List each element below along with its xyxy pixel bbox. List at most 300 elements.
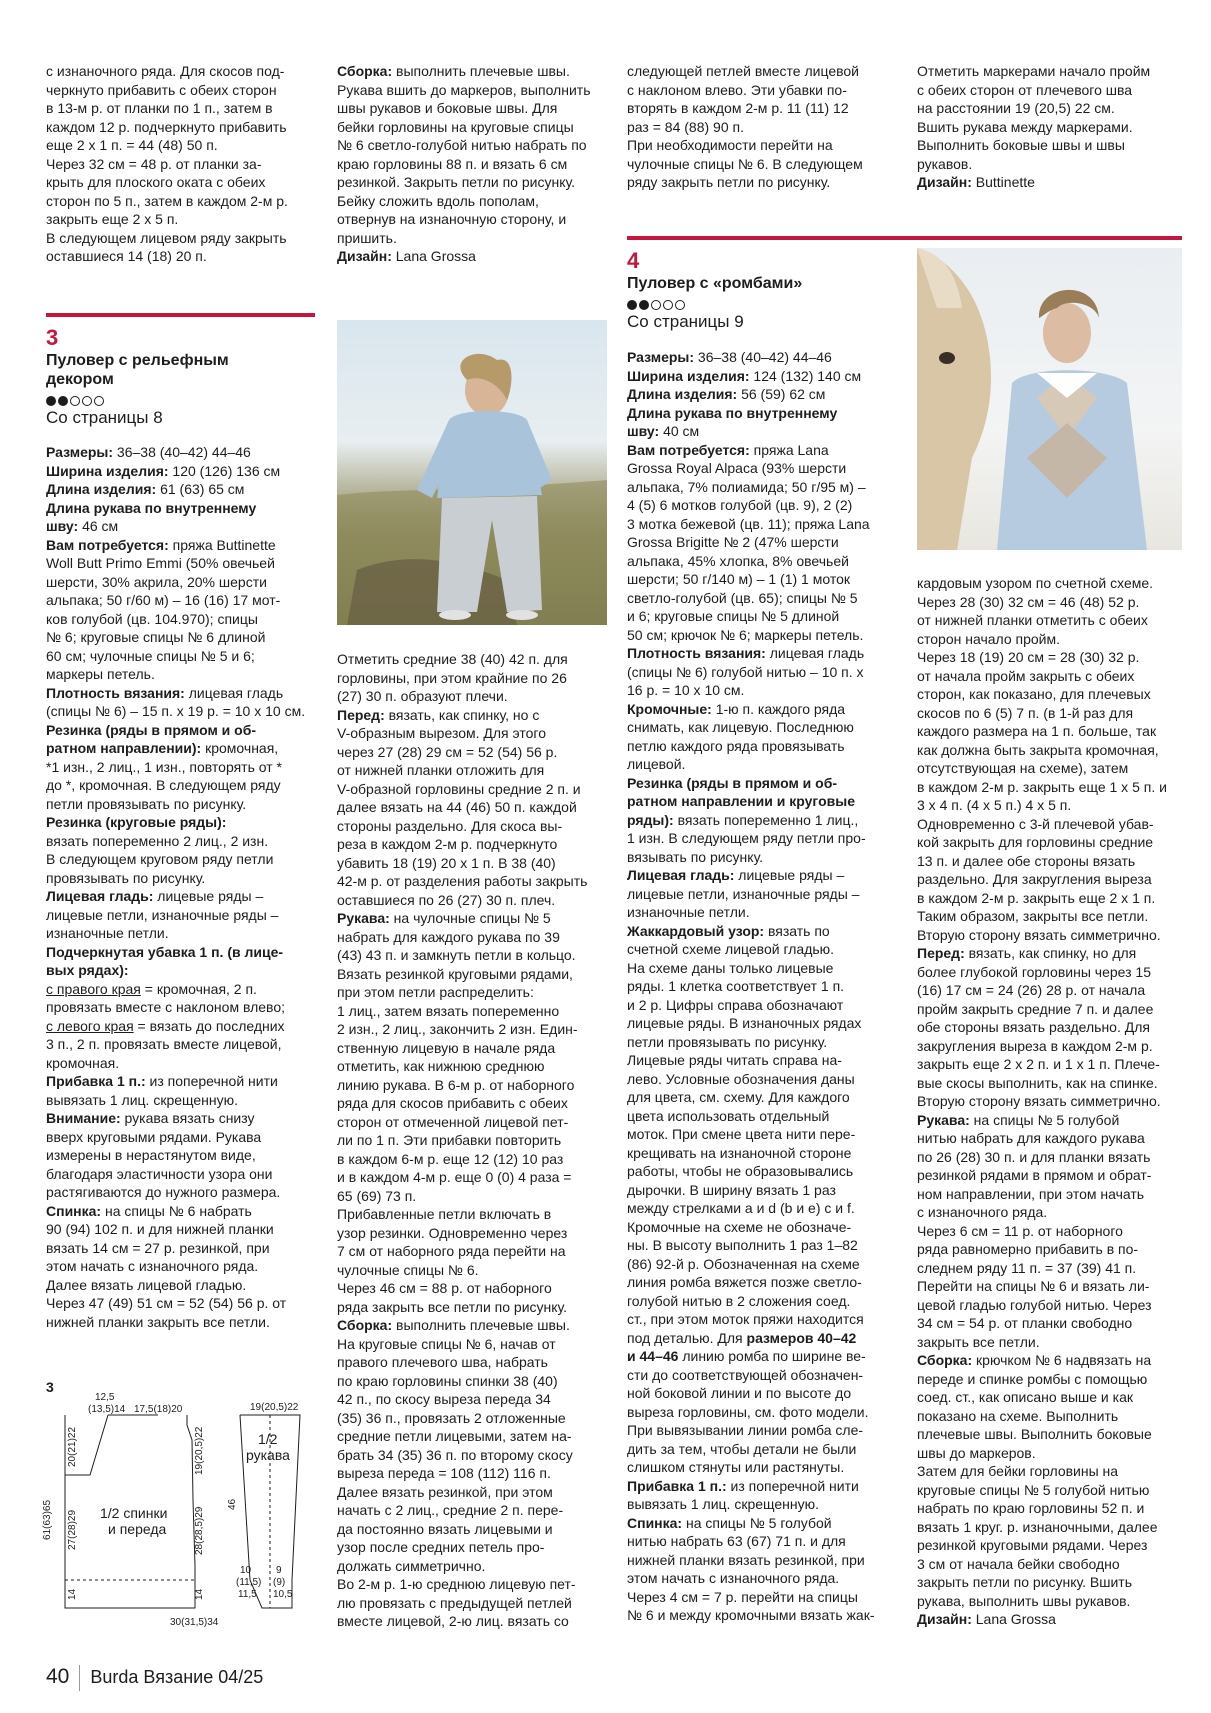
text-line: резинкой рядами в прямом и обрат- bbox=[917, 1167, 1152, 1183]
text-line: вязать попеременно 2 лиц., 2 изн. bbox=[46, 832, 269, 849]
text-line: Кромочные на схеме не обозначе- bbox=[627, 1218, 852, 1235]
diagram-number: 3 bbox=[46, 1379, 54, 1395]
text-line: слишком стянуты или растянуты. bbox=[627, 1459, 845, 1475]
text-line: Длина рукава по внутреннему bbox=[627, 404, 838, 421]
text-line: горловины, при этом крайние по 26 bbox=[337, 669, 567, 686]
text-line: как должна быть закрыта кромочная, bbox=[917, 741, 1159, 758]
assembly-label: Сборка: bbox=[337, 63, 393, 79]
text-line: Дизайн: Lana Grossa bbox=[917, 1611, 1056, 1627]
text-line: При необходимости перейти на bbox=[627, 137, 833, 153]
text-line: от нижней планки отложить для bbox=[337, 762, 545, 778]
text-line: до *, кромочная. В следующем ряду bbox=[46, 777, 281, 793]
text-line: вывязать 1 лиц. скрещенную. bbox=[46, 1091, 239, 1108]
text-line: средние петли лицевыми, затем на- bbox=[337, 1428, 572, 1444]
text-line: изнаночные петли. bbox=[627, 904, 750, 920]
text-line: Рукава: на чулочные спицы № 5 bbox=[337, 910, 551, 926]
text-line: чулочные спицы № 6. bbox=[337, 1261, 479, 1278]
text-line: пройм закрыть средние 7 п. и далее bbox=[917, 1000, 1154, 1017]
svg-text:19(20,5)22: 19(20,5)22 bbox=[194, 1426, 205, 1475]
text-line: Перед: вязать, как спинку, но с bbox=[337, 706, 540, 723]
text-line: выреза переда = 108 (112) 116 п. bbox=[337, 1465, 551, 1481]
text-line: Во 2-м р. 1-ю среднюю лицевую пет- bbox=[337, 1576, 576, 1592]
text-line: рукава, выполнить швы рукавов. bbox=[917, 1592, 1131, 1609]
text-line: цевой гладью голубой нитью. Через bbox=[917, 1296, 1152, 1313]
model-photo-pullover-relief bbox=[337, 320, 607, 625]
text-line: швы до маркеров. bbox=[917, 1444, 1036, 1461]
text-line: на расстоянии 19 (20,5) 22 см. bbox=[917, 100, 1115, 116]
text-line: кой закрыть для горловины средние bbox=[917, 834, 1154, 850]
section3-col1-text bbox=[46, 443, 311, 1331]
text-line: между стрелками a и d (b и e) с и f. bbox=[627, 1200, 855, 1216]
text-line: Отметить маркерами начало пройм bbox=[917, 63, 1151, 79]
text-line: от нижней планки отметить с обеих bbox=[917, 612, 1148, 628]
text-line: ряды. 1 клетка соответствует 1 п. bbox=[627, 978, 845, 994]
svg-text:27(28)29: 27(28)29 bbox=[67, 1509, 78, 1550]
text-line: брать 34 (35) 36 п. по второму скосу bbox=[337, 1446, 573, 1463]
text-line: швы рукавов и боковые швы. Для bbox=[337, 100, 558, 116]
text-line: раздельно. Для закругления выреза bbox=[917, 871, 1152, 887]
text-line: Лицевые ряды читать справа на- bbox=[627, 1052, 842, 1068]
text-line: этом начать с изнаночного ряда. bbox=[627, 1570, 840, 1586]
text-line: Размеры: 36–38 (40–42) 44–46 bbox=[46, 444, 251, 460]
text-line: ли по 1 п. Эти прибавки повторить bbox=[337, 1132, 562, 1148]
text-line: с изнаночного ряда. Для скосов под- bbox=[46, 63, 285, 79]
text-line: работы, чтобы не образовывались bbox=[627, 1163, 854, 1179]
text-line: с левого края = вязать до последних bbox=[46, 1017, 285, 1034]
text-line: вторять в каждом 2-м р. 11 (11) 12 bbox=[627, 100, 849, 116]
text-line: раз = 84 (88) 90 п. bbox=[627, 118, 744, 135]
text-line: по краю горловины спинки 38 (40) bbox=[337, 1372, 558, 1389]
difficulty-rating bbox=[46, 392, 311, 406]
text-line: чулочные спицы № 6. В следующем bbox=[627, 155, 863, 172]
text-line: V-образной горловины средние 2 п. и bbox=[337, 780, 581, 797]
text-line: № 6 и между кромочными вязать жак- bbox=[627, 1607, 875, 1623]
text-line: Прибавка 1 п.: из поперечной нити bbox=[627, 1477, 859, 1494]
text-line: с изнаночного ряда. bbox=[917, 1204, 1048, 1220]
text-line: (спицы № 6) голубой нитью – 10 п. х bbox=[627, 663, 864, 680]
difficulty-rating-4 bbox=[627, 296, 892, 310]
text-line: сторон от отмеченной лицевой пет- bbox=[337, 1113, 569, 1130]
text-line: бейки горловины на круговые спицы bbox=[337, 118, 574, 135]
text-line: измерены в нерастянутом виде, bbox=[46, 1147, 256, 1163]
text-line: Далее вязать резинкой, при этом bbox=[337, 1483, 553, 1500]
text-line: по 26 (28) 30 п. и для планки вязать bbox=[917, 1148, 1151, 1165]
text-line: Ширина изделия: 120 (126) 136 см bbox=[46, 462, 281, 479]
pattern-diagram bbox=[40, 1370, 330, 1630]
section4-from-page: Со страницы 9 bbox=[627, 312, 744, 331]
svg-text:19(20,5)22: 19(20,5)22 bbox=[250, 1402, 299, 1413]
text-line: закругления выреза в каждом 2-м р. bbox=[917, 1037, 1153, 1054]
text-line: реза в каждом 2-м р. подчеркнуто bbox=[337, 836, 558, 852]
text-line: линия ромба вяжется позже светло- bbox=[627, 1274, 862, 1290]
text-line: снимать, как лицевую. Последнюю bbox=[627, 719, 854, 735]
magazine-name: Burda Вязание bbox=[90, 1666, 214, 1687]
text-line: набрать по краю горловины 52 п. и bbox=[917, 1500, 1145, 1516]
text-line: от начала пройм закрыть с обеих bbox=[917, 667, 1135, 684]
text-line: нитью набрать 63 (67) 71 п. и для bbox=[627, 1533, 846, 1549]
svg-text:(13,5)14: (13,5)14 bbox=[88, 1404, 126, 1415]
text-line: кромочная. bbox=[46, 1054, 120, 1071]
text-line: при этом петли распределить: bbox=[337, 984, 534, 1000]
text-line: оставшиеся 14 (18) 20 п. bbox=[46, 248, 207, 264]
text-line: сторон по 5 п., затем в каждом 2-м р. bbox=[46, 192, 288, 209]
text-line: Через 47 (49) 51 см = 52 (54) 56 р. от bbox=[46, 1295, 287, 1311]
text-line: лицевые петли, изнаночные ряды – bbox=[627, 885, 860, 902]
text-line: светло-голубой (цв. 65); спицы № 5 bbox=[627, 589, 858, 606]
svg-text:14: 14 bbox=[67, 1588, 78, 1600]
section3-col2-text bbox=[337, 650, 607, 1631]
text-line: Плотность вязания: лицевая гладь bbox=[627, 645, 865, 661]
text-line: линию рукава. В 6-м р. от наборного bbox=[337, 1076, 575, 1093]
text-line: цвета использовать отдельный bbox=[627, 1107, 830, 1124]
svg-text:рукава: рукава bbox=[246, 1447, 290, 1463]
text-line: Жаккардовый узор: вязать по bbox=[627, 922, 830, 939]
text-line: При вывязывании линии ромба сле- bbox=[627, 1422, 864, 1438]
text-line: узор резинки. Одновременно через bbox=[337, 1224, 568, 1241]
text-line: закрыть еще 2 х 2 п. и 1 х 1 п. Плече- bbox=[917, 1056, 1160, 1072]
text-line: Длина рукава по внутреннему bbox=[46, 499, 257, 516]
text-line: 1 изн. В следующем ряду петли про- bbox=[627, 830, 866, 846]
text-line: моток. При смене цвета нити пере- bbox=[627, 1126, 856, 1142]
text-line: резинкой круговыми рядами. Через bbox=[917, 1537, 1148, 1553]
text-line: 16 р. = 10 х 10 см. bbox=[627, 682, 745, 698]
text-line: следующей петлей вместе лицевой bbox=[627, 63, 859, 79]
text-line: № 6; круговые спицы № 6 длиной bbox=[46, 629, 266, 645]
text-line: 60 см; чулочные спицы № 5 и 6; bbox=[46, 647, 255, 664]
text-line: шву: 46 см bbox=[46, 518, 119, 534]
section4-title: Пуловер с «ромбами» bbox=[627, 275, 803, 292]
text-line: Лицевая гладь: лицевые ряды – bbox=[46, 888, 264, 904]
text-line: да постоянно вязать лицевыми и bbox=[337, 1520, 553, 1537]
text-line: Вам потребуется: пряжа Lana bbox=[627, 441, 829, 458]
section4-rule bbox=[627, 236, 1182, 240]
section4-header bbox=[627, 248, 892, 333]
text-line: Вторую сторону вязать симметрично. bbox=[917, 926, 1161, 943]
text-line: Рукава: на спицы № 5 голубой bbox=[917, 1111, 1120, 1128]
text-line: Вторую сторону вязать симметрично. bbox=[917, 1093, 1161, 1109]
text-line: голубой нитью в 2 сложения соед. bbox=[627, 1292, 851, 1309]
text-line: Ширина изделия: 124 (132) 140 см bbox=[627, 367, 862, 384]
text-line: в каждом 2-м р. закрыть еще 1 х 5 п. и bbox=[917, 778, 1167, 795]
text-line: 2 изн., 2 лиц., закончить 2 изн. Един- bbox=[337, 1021, 578, 1037]
text-line: через 27 (28) 29 см = 52 (54) 56 р. bbox=[337, 743, 558, 760]
text-line: круговые спицы № 5 голубой нитью bbox=[917, 1481, 1150, 1498]
text-line: краю горловины 88 п. и вязать 6 см bbox=[337, 155, 568, 172]
page-footer bbox=[46, 1665, 263, 1691]
text-line: Внимание: рукава вязать снизу bbox=[46, 1110, 255, 1126]
text-line: лицевые петли, изнаночные ряды – bbox=[46, 906, 279, 923]
text-line: закрыть петли по рисунку. Вшить bbox=[917, 1574, 1133, 1590]
text-line: Размеры: 36–38 (40–42) 44–46 bbox=[627, 349, 832, 365]
section3-number: 3 bbox=[46, 325, 59, 350]
text-line: рукавов. bbox=[917, 155, 973, 172]
text-line: под деталью. Для размеров 40–42 bbox=[627, 1329, 857, 1346]
text-line: 42 п., по скосу выреза переда 34 bbox=[337, 1391, 551, 1407]
svg-text:30(31,5)34: 30(31,5)34 bbox=[170, 1617, 219, 1628]
text-line: ном направлении, при этом начать bbox=[917, 1185, 1145, 1202]
text-line: сти до соответствующей обозначен- bbox=[627, 1366, 864, 1383]
text-line: черкнуто прибавить с обеих сторон bbox=[46, 81, 277, 98]
text-line: Длина изделия: 61 (63) 65 см bbox=[46, 481, 245, 497]
text-line: 34 см = 54 р. от планки свободно bbox=[917, 1315, 1133, 1331]
text-line: отвернув на изнаночную сторону, и bbox=[337, 211, 567, 227]
text-line: резинкой. Закрыть петли по рисунку. bbox=[337, 174, 575, 190]
text-line: 13 п. и далее обе стороны вязать bbox=[917, 852, 1136, 869]
text-line: В следующем лицевом ряду закрыть bbox=[46, 229, 287, 246]
text-line: альпака, 45% хлопка, 8% овечьей bbox=[627, 552, 849, 569]
svg-text:(9): (9) bbox=[273, 1577, 286, 1588]
text-line: Через 6 см = 11 р. от наборного bbox=[917, 1222, 1123, 1239]
text-line: Резинка (ряды в прямом и об- bbox=[46, 721, 257, 738]
svg-text:17,5(18)20: 17,5(18)20 bbox=[134, 1404, 183, 1415]
text-line: (86) 92-й р. Обозначенная на схеме bbox=[627, 1255, 860, 1272]
text-line: и в каждом 4-м р. еще 0 (0) 4 раза = bbox=[337, 1169, 572, 1185]
text-line: 3 х 4 п. (4 х 5 п.) 4 х 5 п. bbox=[917, 797, 1072, 813]
text-line: На круговые спицы № 6, начав от bbox=[337, 1335, 556, 1352]
text-line: петли провязывать по рисунку. bbox=[627, 1033, 828, 1050]
text-line: петли провязывать по рисунку. bbox=[46, 795, 247, 812]
text-line: выреза горловины, см. фото модели. bbox=[627, 1403, 869, 1420]
col4-continuation: Отметить маркерами начало пройм с обеих сторон от плечевого шва на расстоянии 19 (20,5) 22 см. Вшить рукава между маркерами. Выполнить боковые швы и швы рукавов. Дизайн: Buttinette bbox=[917, 62, 1182, 192]
text-line: нижней планки вязать резинкой, при bbox=[627, 1551, 865, 1568]
page-number: 40 bbox=[46, 1664, 70, 1688]
text-line: ственную лицевую в начале ряда bbox=[337, 1039, 556, 1056]
text-line: Спинка: на спицы № 5 голубой bbox=[627, 1514, 832, 1531]
text-line: провязать вместе с наклоном влево; bbox=[46, 999, 285, 1015]
text-line: 3 см от начала бейки свободно bbox=[917, 1555, 1120, 1572]
text-line: Через 32 см = 48 р. от планки за- bbox=[46, 155, 262, 172]
text-line: Woll Butt Primo Emmi (50% овечьей bbox=[46, 555, 275, 571]
text-line: скосов по 6 (5) 7 п. (в 1-й раз для bbox=[917, 704, 1134, 721]
text-line: В следующем круговом ряду петли bbox=[46, 851, 274, 867]
text-line: альпака; 50 г/60 м) – 16 (16) 17 мот- bbox=[46, 592, 281, 608]
text-line: и 6; круговые спицы № 5 длиной bbox=[627, 608, 840, 624]
text-line: в каждом 6-м р. еще 12 (12) 10 раз bbox=[337, 1150, 564, 1167]
text-line: Кромочные: 1-ю п. каждого ряда bbox=[627, 700, 846, 717]
text-line: Вязать резинкой круговыми рядами, bbox=[337, 965, 573, 982]
text-line: Спинка: на спицы № 6 набрать bbox=[46, 1202, 252, 1219]
text-line: На схеме даны только лицевые bbox=[627, 959, 834, 976]
text-line: № 6 светло-голубой нитью набрать по bbox=[337, 137, 587, 153]
text-line: для цвета, см. схему. Для каждого bbox=[627, 1089, 850, 1105]
text-line: альпака, 7% полиамида; 50 г/95 м) – bbox=[627, 478, 866, 495]
text-line: 90 (94) 102 п. и для нижней планки bbox=[46, 1221, 274, 1237]
text-line: Через 46 см = 88 р. от наборного bbox=[337, 1280, 552, 1296]
col2-continuation: Сборка: выполнить плечевые швы. Рукава вшить до маркеров, выполнить швы рукавов и боковые швы. Для бейки горловины на круговые спицы № 6 светло-голубой нитью набрать по краю горловины 88 п. и вязать 6 см резинкой. Закрыть петли по рисунку. Бейку сложить вдоль пополам, отвернув на изнаночную сторону, и пришить. Дизайн: Lana Grossa bbox=[337, 62, 607, 266]
text-line: 1 лиц., затем вязать попеременно bbox=[337, 1002, 560, 1019]
text-line: крещивать на изнаночной стороне bbox=[627, 1144, 852, 1161]
text-line: этом начать с изнаночного ряда. bbox=[46, 1258, 259, 1274]
text-line: начать с 2 лиц., средние 2 п. пере- bbox=[337, 1502, 564, 1518]
text-line: закрыть все петли. bbox=[917, 1333, 1040, 1350]
text-line: сторон начало пройм. bbox=[917, 630, 1061, 647]
text-line: крыть для плоского оката с обеих bbox=[46, 174, 266, 190]
svg-text:20(21)22: 20(21)22 bbox=[67, 1426, 78, 1467]
diagram-sleeve-label: 1/2 bbox=[258, 1431, 278, 1447]
text-line: сторон, как показано, для плечевых bbox=[917, 686, 1151, 702]
text-line: Далее вязать лицевой гладью. bbox=[46, 1276, 247, 1293]
text-line: пришить. bbox=[337, 229, 397, 246]
text-line: (27) 30 п. образуют плечи. bbox=[337, 688, 508, 704]
text-line: переде и спинке ромбы с помощью bbox=[917, 1370, 1148, 1387]
text-line: вверх круговыми рядами. Рукава bbox=[46, 1128, 262, 1145]
svg-text:46: 46 bbox=[227, 1498, 238, 1510]
text-line: ряды): вязать попеременно 1 лиц., bbox=[627, 811, 859, 828]
text-line: *1 изн., 2 лиц., 1 изн., повторять от * bbox=[46, 758, 283, 775]
text-line: Резинка (ряды в прямом и об- bbox=[627, 774, 838, 791]
section4-col4-text bbox=[917, 574, 1182, 1629]
text-line: Таким образом, закрыты все петли. bbox=[917, 908, 1149, 924]
text-line: набрать для каждого рукава по 39 bbox=[337, 928, 560, 945]
text-line: дить за тем, чтобы детали не были bbox=[627, 1440, 857, 1457]
section4-col3-text bbox=[627, 348, 892, 1625]
text-line: Выполнить боковые швы и швы bbox=[917, 137, 1125, 153]
text-line: лицевой. bbox=[627, 756, 686, 772]
text-line: шерсти, 30% акрила, 20% шерсти bbox=[46, 573, 267, 590]
svg-text:9: 9 bbox=[276, 1565, 282, 1576]
text-line: Прибавка 1 п.: из поперечной нити bbox=[46, 1073, 278, 1089]
text-line: отметить, как нижнюю среднюю bbox=[337, 1058, 545, 1074]
text-line: вязать 1 круг. р. изнаночными, далее bbox=[917, 1518, 1158, 1535]
svg-text:28(28,5)29: 28(28,5)29 bbox=[194, 1506, 205, 1555]
diagram-body-label: 1/2 спинки bbox=[100, 1505, 168, 1521]
col1-continuation bbox=[46, 62, 296, 266]
text-line: вязывать по рисунку. bbox=[627, 848, 764, 865]
text-line: Через 18 (19) 20 см = 28 (30) 32 р. bbox=[917, 649, 1140, 665]
text-line: Лицевая гладь: лицевые ряды – bbox=[627, 867, 845, 883]
text-line: 3 п., 2 п. провязать вместе лицевой, bbox=[46, 1036, 282, 1052]
text-line: Через 4 см = 7 р. перейти на спицы bbox=[627, 1588, 858, 1605]
text-line: плечевые швы. Выполнить боковые bbox=[917, 1426, 1152, 1442]
text-line: ряду закрыть петли по рисунку. bbox=[627, 174, 831, 190]
text-line: 4 (5) 6 мотков голубой (цв. 9), 2 (2) bbox=[627, 497, 853, 513]
text-line: Перед: вязать, как спинку, но для bbox=[917, 945, 1137, 961]
text-line: ст., при этом моток пряжи находится bbox=[627, 1311, 864, 1327]
text-line: 42-м р. от разделения работы закрыть bbox=[337, 873, 588, 889]
svg-text:(11,5): (11,5) bbox=[236, 1577, 262, 1588]
text-line: следнем ряду 11 п. = 37 (39) 41 п. bbox=[917, 1259, 1137, 1276]
text-line: вые скосы выполнить, как на спинке. bbox=[917, 1074, 1158, 1091]
text-line: убавить 18 (19) 20 х 1 п. В 38 (40) bbox=[337, 854, 556, 871]
text-line: изнаночные петли. bbox=[46, 925, 169, 941]
text-line: Бейку сложить вдоль пополам, bbox=[337, 192, 539, 209]
text-line: благодаря эластичности узора они bbox=[46, 1165, 273, 1182]
text-line: каждого размера на 1 п. больше, так bbox=[917, 723, 1157, 739]
text-line: с обеих сторон от плечевого шва bbox=[917, 81, 1133, 98]
text-line: и 2 р. Цифры справа обозначают bbox=[627, 996, 844, 1013]
text-line: Grossa Brigitte № 2 (47% шерсти bbox=[627, 534, 839, 550]
text-line: Рукава вшить до маркеров, выполнить bbox=[337, 81, 591, 98]
text-line: нитью набрать для каждого рукава bbox=[917, 1130, 1145, 1146]
text-line: Затем для бейки горловины на bbox=[917, 1463, 1119, 1479]
text-line: должать симметрично. bbox=[337, 1557, 486, 1574]
text-line: соед. ст., как описано выше и как bbox=[917, 1389, 1133, 1405]
text-line: ков голубой (цв. 104.970); спицы bbox=[46, 610, 258, 627]
text-line: Отметить средние 38 (40) 42 п. для bbox=[337, 651, 568, 667]
section3-header bbox=[46, 325, 311, 429]
text-line: Прибавленные петли включать в bbox=[337, 1206, 552, 1222]
text-line: нижней планки закрыть все петли. bbox=[46, 1313, 270, 1330]
text-line: стороны раздельно. Для скоса вы- bbox=[337, 817, 563, 834]
text-line: оставшиеся по 26 (27) 30 п. плеч. bbox=[337, 891, 556, 908]
text-line: счетной схеме лицевой гладью. bbox=[627, 941, 835, 957]
text-line: с наклоном влево. Эти убавки по- bbox=[627, 81, 847, 98]
svg-text:11,5: 11,5 bbox=[238, 1589, 257, 1600]
text-line: в 13-м р. от планки по 1 п., затем в bbox=[46, 100, 273, 116]
text-line: (43) 43 п. и замкнуть петли в кольцо. bbox=[337, 947, 576, 963]
text-line: вместе лицевой, 2-ю лиц. вязать со bbox=[337, 1613, 569, 1629]
text-line: Плотность вязания: лицевая гладь bbox=[46, 684, 284, 701]
text-line: более глубокой горловины через 15 bbox=[917, 963, 1152, 980]
text-line: (35) 36 п., провязать 2 отложенные bbox=[337, 1409, 566, 1426]
col3-continuation bbox=[627, 62, 892, 192]
text-line: провязывать по рисунку. bbox=[46, 869, 206, 886]
text-line: правого плечевого шва, набрать bbox=[337, 1354, 548, 1370]
text-line: (спицы № 6) – 15 п. х 19 р. = 10 х 10 см. bbox=[46, 703, 306, 719]
model-photo-pullover-rhombus bbox=[917, 248, 1182, 550]
text-line: V-образным вырезом. Для этого bbox=[337, 725, 546, 741]
text-line: вых рядах): bbox=[46, 962, 129, 978]
text-line: в каждом 2-м р. закрыть еще 2 х 1 п. bbox=[917, 889, 1156, 906]
text-line: ной боковой линии и по высоте до bbox=[627, 1385, 852, 1401]
svg-text:10,5: 10,5 bbox=[273, 1589, 293, 1600]
text-line: и 44–46 линию ромба по ширине ве- bbox=[627, 1348, 866, 1364]
text-line: петлю каждого ряда провязывать bbox=[627, 737, 845, 754]
text-line: шерсти; 50 г/140 м) – 1 (1) 1 моток bbox=[627, 571, 850, 587]
text-line: дырочки. В ширину вязать 1 раз bbox=[627, 1181, 836, 1198]
text-line: лю провязать с предыдущей петлей bbox=[337, 1594, 572, 1611]
section4-number: 4 bbox=[627, 248, 640, 273]
issue-number: 04/25 bbox=[218, 1666, 264, 1687]
text-line: с правого края = кромочная, 2 п. bbox=[46, 980, 257, 997]
svg-text:и переда: и переда bbox=[108, 1521, 167, 1537]
text-line: Вам потребуется: пряжа Buttinette bbox=[46, 536, 276, 553]
text-line: шву: 40 см bbox=[627, 423, 700, 439]
text-line: Одновременно с 3-й плечевой убав- bbox=[917, 815, 1154, 832]
text-line: 3 мотка бежевой (цв. 11); пряжа Lana bbox=[627, 515, 870, 532]
text-line: Grossa Royal Alpaca (93% шерсти bbox=[627, 460, 847, 476]
text-line: Сборка: крючком № 6 надвязать на bbox=[917, 1352, 1152, 1368]
svg-text:12,5: 12,5 bbox=[95, 1392, 115, 1403]
text-line: ряда закрыть все петли по рисунку. bbox=[337, 1298, 568, 1315]
text-line: Резинка (круговые ряды): bbox=[46, 814, 227, 830]
text-line: ратном направлении): кромочная, bbox=[46, 740, 279, 756]
text-line: Сборка: выполнить плечевые швы. bbox=[337, 1317, 570, 1333]
text-line: обе стороны вязать раздельно. Для bbox=[917, 1019, 1150, 1035]
text-line: вывязать 1 лиц. скрещенную. bbox=[627, 1496, 820, 1512]
svg-text:10: 10 bbox=[240, 1565, 252, 1576]
svg-text:61(63)65: 61(63)65 bbox=[42, 1499, 53, 1540]
text-line: лицевые ряды. В изнаночных рядах bbox=[627, 1015, 862, 1031]
text-line: Перейти на спицы № 6 и вязать ли- bbox=[917, 1278, 1150, 1294]
section3-title: Пуловер с рельефным декором bbox=[46, 352, 229, 388]
text-line: 65 (69) 73 п. bbox=[337, 1187, 417, 1204]
text-line: ны. В высоту выполнить 1 раз 1–82 bbox=[627, 1237, 858, 1253]
text-line: Через 28 (30) 32 см = 46 (48) 52 р. bbox=[917, 593, 1140, 610]
text-line: лево. Условные обозначения даны bbox=[627, 1070, 855, 1087]
text-line: ратном направлении и круговые bbox=[627, 793, 855, 809]
text-line: каждом 12 р. подчеркнуто прибавить bbox=[46, 118, 287, 135]
text-line: 50 см; крючок № 6; маркеры петель. bbox=[627, 626, 864, 643]
text-line: показано на схеме. Выполнить bbox=[917, 1407, 1119, 1424]
text-line: узор после средних петель про- bbox=[337, 1539, 545, 1555]
text-line: ряда для скосов прибавить с обеих bbox=[337, 1095, 568, 1111]
section3-from-page: Со страницы 8 bbox=[46, 408, 163, 427]
section3-rule bbox=[46, 313, 315, 317]
text-line: Вшить рукава между маркерами. bbox=[917, 118, 1133, 135]
text-line: растягиваются до нужного размера. bbox=[46, 1184, 281, 1200]
text-line: (16) 17 см = 24 (26) 28 р. от начала bbox=[917, 982, 1146, 998]
